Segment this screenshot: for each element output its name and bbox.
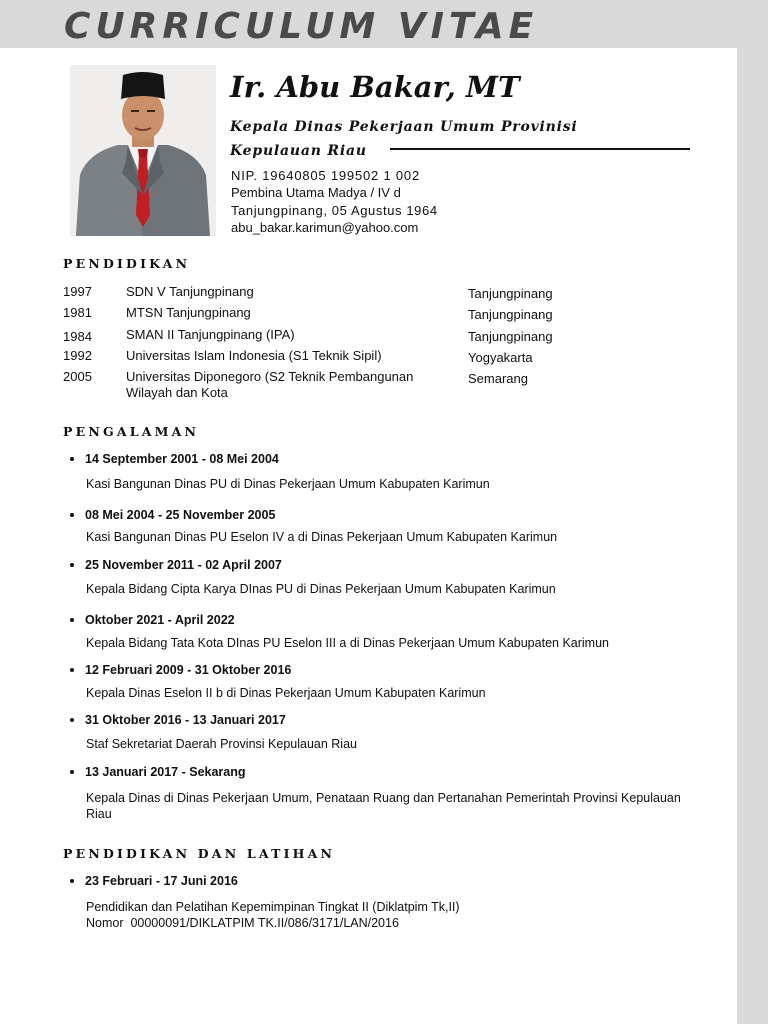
profile-photo bbox=[70, 65, 216, 236]
birth-text: Tanjungpinang, 05 Agustus 1964 bbox=[231, 203, 438, 218]
experience-desc: Staf Sekretariat Daerah Provinsi Kepulauan Riau bbox=[86, 737, 357, 751]
education-city: Tanjungpinang bbox=[468, 329, 553, 344]
education-year: 2005 bbox=[63, 369, 92, 384]
experience-date: 14 September 2001 - 08 Mei 2004 bbox=[85, 452, 279, 466]
job-position bbox=[230, 115, 630, 163]
education-year: 1984 bbox=[63, 329, 92, 344]
bullet-icon bbox=[70, 879, 74, 883]
training-desc-line-1: Pendidikan dan Pelatihan Kepemimpinan Tingkat II (Diklatpim Tk,II) bbox=[86, 900, 460, 914]
education-heading: PENDIDIKAN bbox=[63, 256, 191, 271]
person-name: Ir. Abu Bakar, MT bbox=[230, 70, 520, 104]
experience-date: 25 November 2011 - 02 April 2007 bbox=[85, 558, 282, 572]
education-year: 1997 bbox=[63, 284, 92, 299]
experience-desc: Kepala Dinas Eselon II b di Dinas Pekerjaan Umum Kabupaten Karimun bbox=[86, 686, 486, 700]
rank-text: Pembina Utama Madya / IV d bbox=[231, 185, 401, 200]
document-title: CURRICULUM VITAE bbox=[64, 6, 539, 47]
experience-heading: PENGALAMAN bbox=[63, 424, 200, 439]
education-school: SMAN II Tanjungpinang (IPA) bbox=[126, 327, 295, 342]
education-school: MTSN Tanjungpinang bbox=[126, 305, 251, 320]
experience-date: 08 Mei 2004 - 25 November 2005 bbox=[85, 508, 276, 522]
bullet-icon bbox=[70, 770, 74, 774]
experience-date: 12 Februari 2009 - 31 Oktober 2016 bbox=[85, 663, 292, 677]
education-school: Universitas Islam Indonesia (S1 Teknik Sipil) bbox=[126, 348, 382, 363]
education-year: 1992 bbox=[63, 348, 92, 363]
education-city: Semarang bbox=[468, 371, 528, 386]
education-city: Tanjungpinang bbox=[468, 286, 553, 301]
education-school: Universitas Diponegoro (S2 Teknik Pembangunan Wilayah dan Kota bbox=[126, 369, 414, 400]
training-date: 23 Februari - 17 Juni 2016 bbox=[85, 874, 238, 888]
experience-date: Oktober 2021 - April 2022 bbox=[85, 613, 235, 627]
bullet-icon bbox=[70, 457, 74, 461]
nip-text: NIP. 19640805 199502 1 002 bbox=[231, 168, 420, 183]
experience-desc: Kepala Bidang Tata Kota DInas PU Eselon III a di Dinas Pekerjaan Umum Kabupaten Karimun bbox=[86, 636, 609, 650]
bullet-icon bbox=[70, 668, 74, 672]
email-text: abu_bakar.karimun@yahoo.com bbox=[231, 220, 419, 235]
education-city: Yogyakarta bbox=[468, 350, 533, 365]
education-year: 1981 bbox=[63, 305, 92, 320]
bullet-icon bbox=[70, 618, 74, 622]
bullet-icon bbox=[70, 718, 74, 722]
experience-desc: Kepala Dinas di Dinas Pekerjaan Umum, Penataan Ruang dan Pertanahan Pemerintah Provinsi Kepulauan Riau bbox=[86, 791, 681, 821]
bullet-icon bbox=[70, 513, 74, 517]
experience-desc: Kepala Bidang Cipta Karya DInas PU di Dinas Pekerjaan Umum Kabupaten Karimun bbox=[86, 582, 556, 596]
experience-date: 31 Oktober 2016 - 13 Januari 2017 bbox=[85, 713, 286, 727]
training-desc-line-2: Nomor 00000091/DIKLATPIM TK.II/086/3171/LAN/2016 bbox=[86, 916, 399, 930]
position-line-1: Kepala Dinas Pekerjaan Umum Provinisi bbox=[230, 119, 578, 135]
position-line-2: Kepulauan Riau bbox=[230, 143, 367, 159]
education-school: SDN V Tanjungpinang bbox=[126, 284, 254, 299]
education-city: Tanjungpinang bbox=[468, 307, 553, 322]
experience-desc: Kasi Bangunan Dinas PU di Dinas Pekerjaan Umum Kabupaten Karimun bbox=[86, 477, 490, 491]
bullet-icon bbox=[70, 563, 74, 567]
training-heading: PENDIDIKAN DAN LATIHAN bbox=[63, 846, 336, 861]
experience-date: 13 Januari 2017 - Sekarang bbox=[85, 765, 246, 779]
experience-desc: Kasi Bangunan Dinas PU Eselon IV a di Dinas Pekerjaan Umum Kabupaten Karimun bbox=[86, 530, 558, 544]
header-divider bbox=[390, 148, 690, 150]
